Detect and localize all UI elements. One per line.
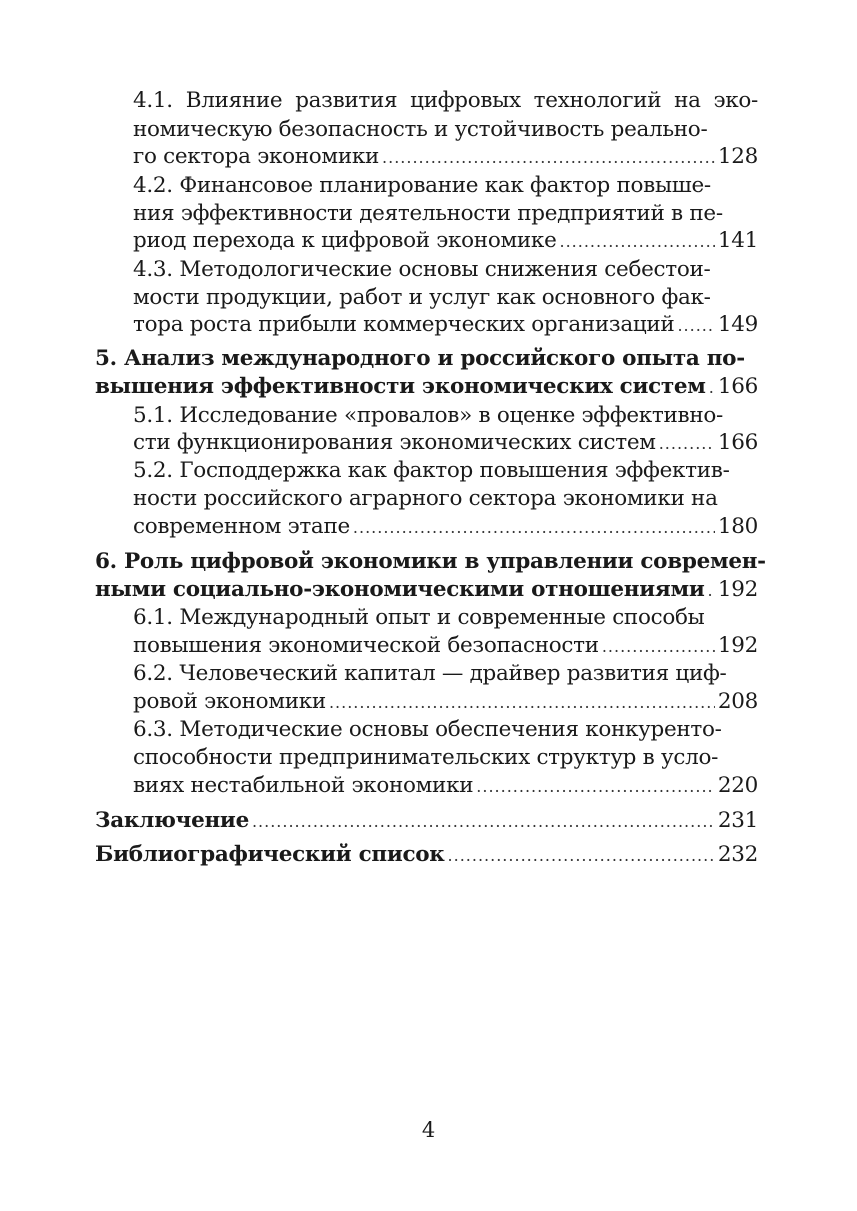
toc-page-number: 220 [717,773,758,798]
dot-leader [382,143,715,173]
toc-page-number: 232 [717,842,758,867]
toc-entry-6-2-last [0,687,857,717]
toc-entry-6-3 [0,715,857,745]
toc-conclusion [0,806,857,836]
toc-bibliography [0,840,857,870]
toc-entry-5-1-last [0,428,857,458]
toc-entry-text: 4.3. Методологические основы снижения себестои- [133,257,711,282]
toc-page-number: 166 [717,430,758,455]
dot-leader [602,632,715,662]
toc-page-number: 149 [717,312,758,337]
toc-chapter-6-last [0,575,857,605]
dot-leader [448,841,715,871]
toc-chapter-title: Заключение [95,808,249,833]
toc-entry-6-1-last [0,631,857,661]
dot-leader [329,688,715,718]
toc-entry-5-2-last [0,512,857,542]
toc-page-number: 192 [717,577,758,602]
page-number: 4 [421,1118,436,1142]
toc-entry-text: 4.1. Влияние развития цифровых технологий на эко- [133,88,758,113]
toc-entry-5-1 [0,401,857,431]
toc-entry-5-2-cont [0,484,857,514]
toc-entry-text: ровой экономики [133,689,326,714]
toc-entry-4-1 [0,86,857,116]
dot-leader [476,772,715,802]
toc-entry-text: виях нестабильной экономики [133,773,474,798]
toc-chapter-title: Библиографический список [95,842,445,867]
toc-entry-text: 6.3. Методические основы обеспечения конкуренто- [133,717,722,742]
toc-entry-5-2 [0,456,857,486]
toc-entry-text: 5.2. Господдержка как фактор повышения эффектив- [133,458,730,483]
dot-leader [659,429,715,459]
toc-entry-text: номическую безопасность и устойчивость реально- [133,117,708,142]
dot-leader [252,807,715,837]
toc-chapter-title: вышения эффективности экономических систем [95,374,706,399]
toc-page-number: 141 [717,228,758,253]
toc-entry-4-2 [0,171,857,201]
toc-entry-text: мости продукции, работ и услуг как основного фак- [133,285,711,310]
toc-page-number: 180 [717,514,758,539]
toc-page-number: 208 [717,689,758,714]
toc-entry-4-1-last [0,142,857,172]
toc-entry-text: 5.1. Исследование «провалов» в оценке эффективно- [133,403,723,428]
toc-entry-text: ности российского аграрного сектора экономики на [133,486,718,511]
toc-chapter-title: ными социально-экономическими отношениями [95,577,705,602]
toc-entry-text: го сектора экономики [133,144,380,169]
toc-entry-6-3-last [0,771,857,801]
toc-entry-4-3-cont [0,283,857,313]
toc-entry-6-3-cont [0,743,857,773]
dot-leader [677,311,714,341]
toc-entry-text: сти функционирования экономических систем [133,430,656,455]
toc-entry-text: риод перехода к цифровой экономике [133,228,557,253]
toc-chapter-title: 5. Анализ международного и российского опыта по- [95,346,745,371]
toc-entry-4-3 [0,255,857,285]
toc-chapter-6 [0,547,857,577]
toc-entry-text: 4.2. Финансовое планирование как фактор повыше- [133,173,711,198]
toc-entry-6-1 [0,603,857,633]
toc-entry-text: современном этапе [133,514,350,539]
dot-leader [708,576,715,606]
toc-entry-6-2 [0,659,857,689]
toc-entry-text: 6.2. Человеческий капитал — драйвер развития циф- [133,661,727,686]
toc-entry-4-3-last [0,310,857,340]
dot-leader [353,513,715,543]
toc-entry-text: способности предпринимательских структур в усло- [133,745,719,770]
toc-page-number: 231 [717,808,758,833]
toc-chapter-title: 6. Роль цифровой экономики в управлении современ- [95,549,766,574]
toc-entry-text: 6.1. Международный опыт и современные способы [133,605,705,630]
toc-entry-text: тора роста прибыли коммерческих организаций [133,312,675,337]
toc-entry-4-1-cont [0,115,857,145]
toc-page-number: 166 [717,374,758,399]
toc-chapter-5 [0,344,857,374]
toc-page-number: 128 [717,144,758,169]
toc-chapter-5-last [0,372,857,402]
dot-leader [709,373,715,403]
dot-leader [560,227,715,257]
toc-page-number: 192 [717,633,758,658]
toc-entry-4-2-cont [0,199,857,229]
toc-entry-4-2-last [0,226,857,256]
toc-entry-text: повышения экономической безопасности [133,633,599,658]
toc-entry-text: ния эффективности деятельности предприятий в пе- [133,201,723,226]
